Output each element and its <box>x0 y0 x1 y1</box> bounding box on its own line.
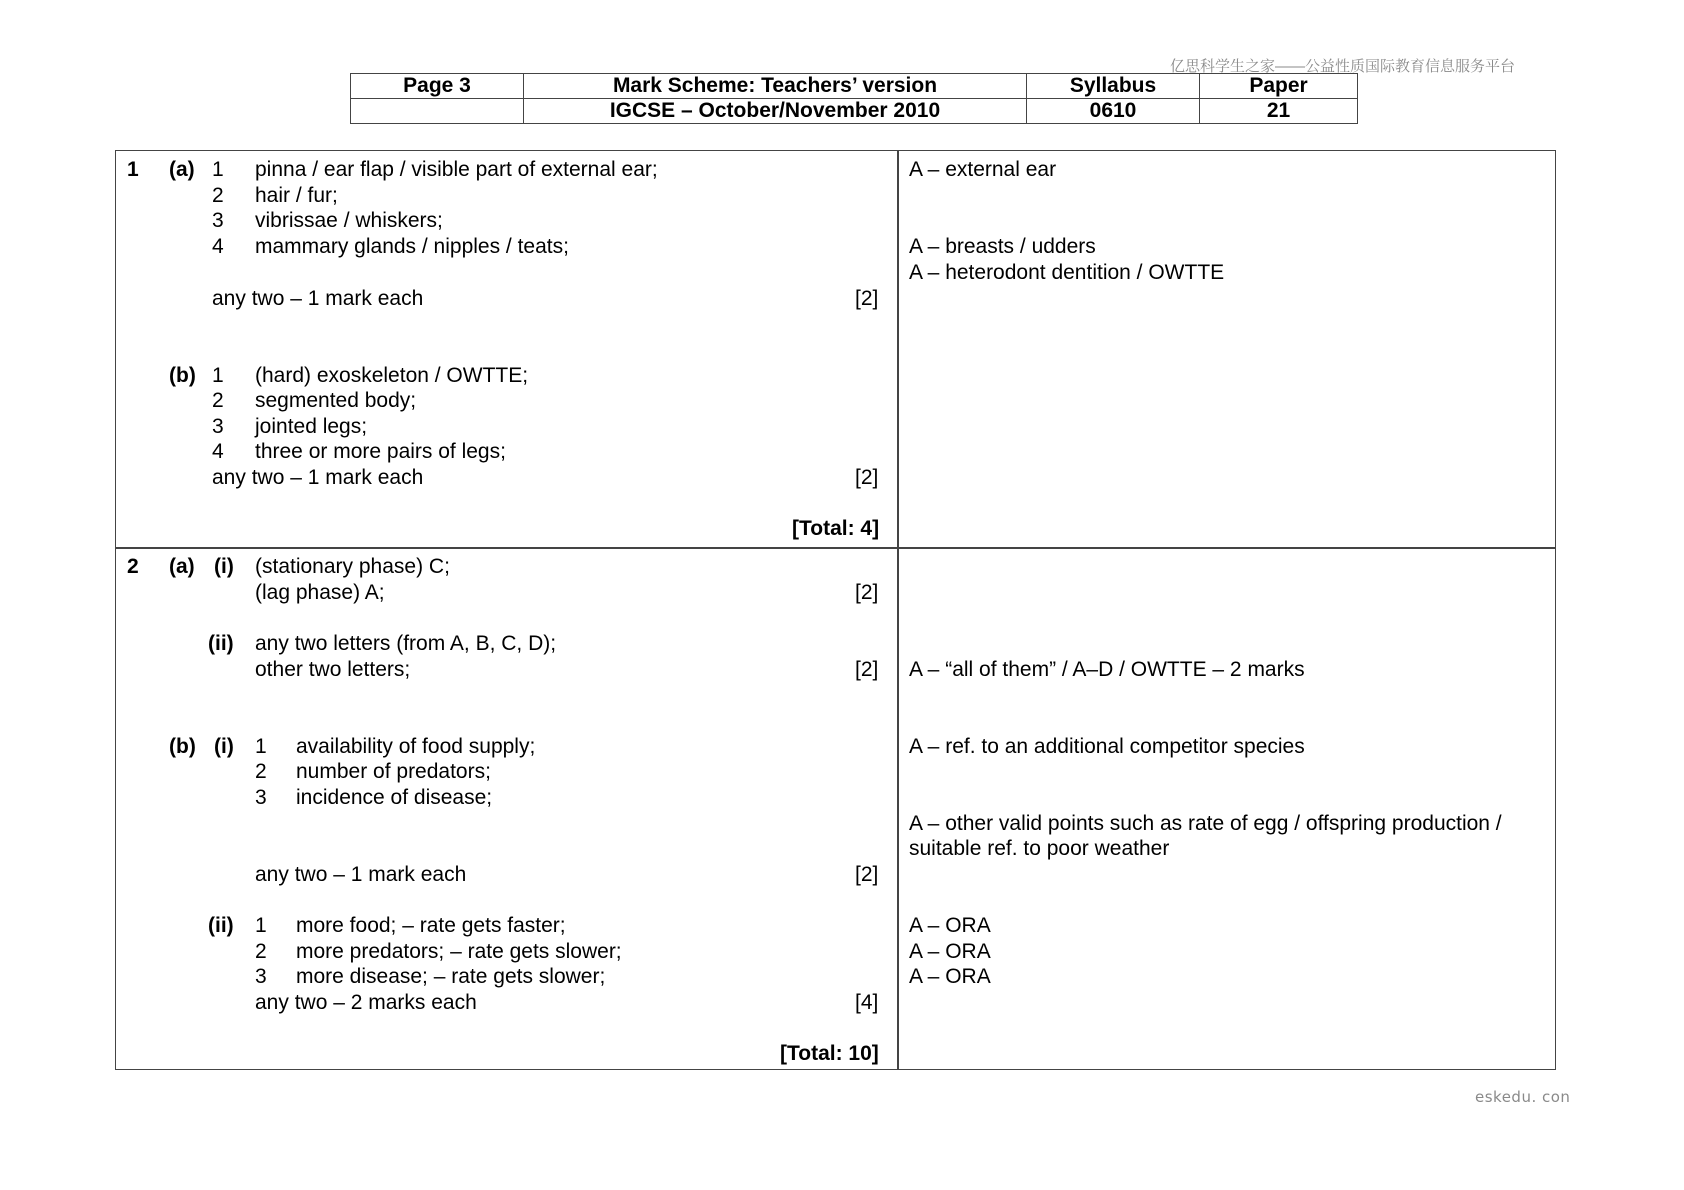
q2bii-marks: [4] <box>855 991 879 1014</box>
q2aii-line: other two letters; <box>255 658 411 681</box>
q2aii-label: (ii) <box>208 632 234 655</box>
q2ai-label: (i) <box>214 555 234 578</box>
q1b-label: (b) <box>169 364 196 387</box>
watermark-bottom: eskedu. con <box>1475 1088 1571 1106</box>
q2bi-note: A – other valid points such as rate of egg / offspring production / <box>909 812 1502 835</box>
header-paper-label: Paper <box>1200 74 1358 99</box>
q1b-point-number: 4 <box>212 440 224 463</box>
q2bi-note: A – ref. to an additional competitor species <box>909 735 1305 758</box>
q2bi-label: (i) <box>214 735 234 758</box>
q2bi-rule: any two – 1 mark each <box>255 863 467 886</box>
q2-total: [Total: 10] <box>780 1042 879 1065</box>
q2bii-rule: any two – 2 marks each <box>255 991 477 1014</box>
q2a-label: (a) <box>169 555 195 578</box>
q1b-point-number: 1 <box>212 364 224 387</box>
q1b-point-text: segmented body; <box>255 389 417 412</box>
q2ai-line: (stationary phase) C; <box>255 555 450 578</box>
q2bii-point-number: 2 <box>255 940 267 963</box>
header-table <box>350 73 1358 124</box>
q1b-point-text: (hard) exoskeleton / OWTTE; <box>255 364 529 387</box>
q2ai-line: (lag phase) A; <box>255 581 385 604</box>
q1b-point-number: 3 <box>212 415 224 438</box>
column-divider <box>897 150 899 1070</box>
q1b-point-text: three or more pairs of legs; <box>255 440 506 463</box>
q1b-rule: any two – 1 mark each <box>212 466 424 489</box>
header-title: Mark Scheme: Teachers’ version <box>524 74 1027 99</box>
q2bi-note: suitable ref. to poor weather <box>909 837 1170 860</box>
q2b-label: (b) <box>169 735 196 758</box>
q2bii-point-number: 1 <box>255 914 267 937</box>
header-paper: 21 <box>1200 99 1358 124</box>
q2bi-point-text: incidence of disease; <box>296 786 493 809</box>
q2bi-marks: [2] <box>855 863 879 886</box>
q1a-label: (a) <box>169 158 195 181</box>
q1a-point-text: pinna / ear flap / visible part of external ear; <box>255 158 658 181</box>
q1-number: 1 <box>127 158 139 181</box>
q2aii-note: A – “all of them” / A–D / OWTTE – 2 marks <box>909 658 1305 681</box>
q2bi-point-number: 3 <box>255 786 267 809</box>
q2bii-point-text: more food; – rate gets faster; <box>296 914 566 937</box>
header-page: Page 3 <box>351 74 524 99</box>
q1a-rule: any two – 1 mark each <box>212 287 424 310</box>
q2bi-point-text: number of predators; <box>296 760 491 783</box>
q2bii-point-text: more disease; – rate gets slower; <box>296 965 606 988</box>
q2aii-line: any two letters (from A, B, C, D); <box>255 632 557 655</box>
q2aii-marks: [2] <box>855 658 879 681</box>
q2bi-point-number: 1 <box>255 735 267 758</box>
q1a-point-text: hair / fur; <box>255 184 338 207</box>
q1a-point-number: 1 <box>212 158 224 181</box>
q1a-note: A – heterodont dentition / OWTTE <box>909 261 1225 284</box>
q1a-point-text: vibrissae / whiskers; <box>255 209 443 232</box>
q1a-point-number: 3 <box>212 209 224 232</box>
q1a-point-number: 4 <box>212 235 224 258</box>
header-syllabus: 0610 <box>1027 99 1200 124</box>
q1a-note: A – external ear <box>909 158 1057 181</box>
q2bi-point-text: availability of food supply; <box>296 735 536 758</box>
q2bii-point-number: 3 <box>255 965 267 988</box>
q1a-marks: [2] <box>855 287 879 310</box>
q2bi-point-number: 2 <box>255 760 267 783</box>
q1b-point-text: jointed legs; <box>255 415 368 438</box>
q2-number: 2 <box>127 555 139 578</box>
q2bii-note: A – ORA <box>909 914 991 937</box>
watermark-top: 亿思科学生之家——公益性质国际教育信息服务平台 <box>1170 58 1516 75</box>
question-divider <box>115 547 1556 549</box>
q2bii-point-text: more predators; – rate gets slower; <box>296 940 622 963</box>
q2bii-note: A – ORA <box>909 940 991 963</box>
q1a-point-text: mammary glands / nipples / teats; <box>255 235 569 258</box>
q1-total: [Total: 4] <box>792 517 880 540</box>
q1a-note: A – breasts / udders <box>909 235 1096 258</box>
header-exam: IGCSE – October/November 2010 <box>524 99 1027 124</box>
header-syllabus-label: Syllabus <box>1027 74 1200 99</box>
q1b-point-number: 2 <box>212 389 224 412</box>
q2ai-marks: [2] <box>855 581 879 604</box>
q1a-point-number: 2 <box>212 184 224 207</box>
q2bii-label: (ii) <box>208 914 234 937</box>
q1b-marks: [2] <box>855 466 879 489</box>
q2bii-note: A – ORA <box>909 965 991 988</box>
header-empty-cell <box>351 99 524 124</box>
